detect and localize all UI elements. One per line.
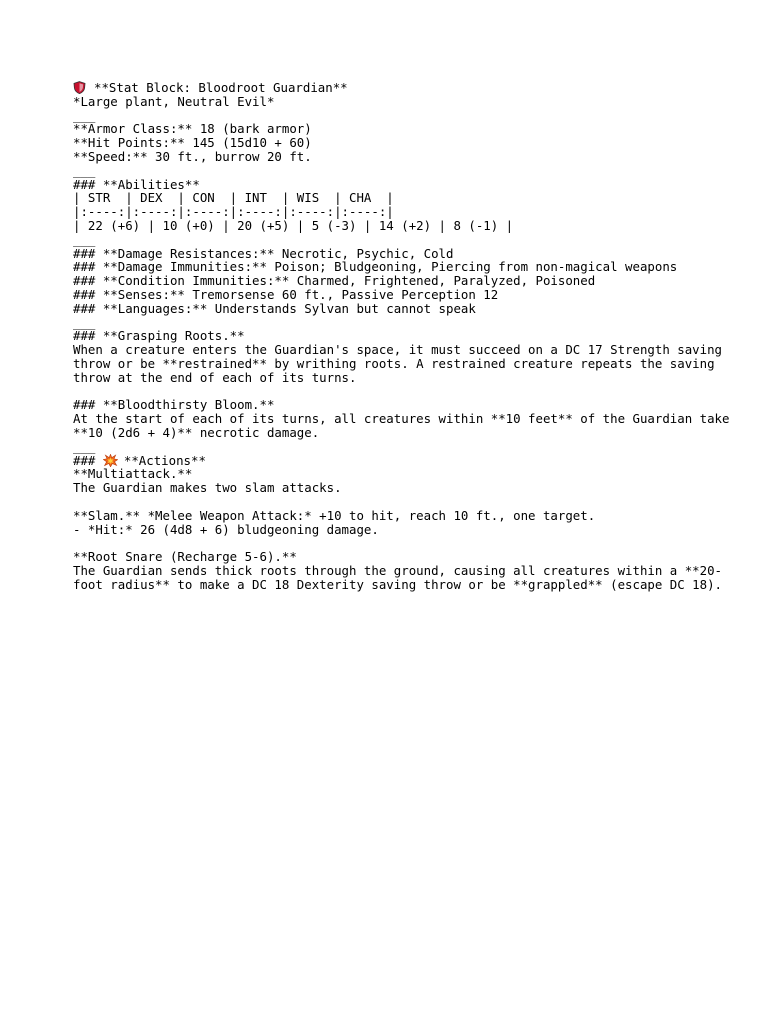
senses-line: ### **Senses:** Tremorsense 60 ft., Passive Perception 12 bbox=[73, 286, 499, 302]
horizontal-rule: ___ bbox=[73, 438, 96, 454]
hit-points-line: **Hit Points:** 145 (15d10 + 60) bbox=[73, 135, 312, 151]
actions-heading-prefix: ### bbox=[73, 452, 96, 468]
grasping-roots-heading: ### **Grasping Roots.** bbox=[73, 328, 245, 344]
root-snare-heading: **Root Snare (Recharge 5-6).** bbox=[73, 549, 297, 565]
armor-class-line: **Armor Class:** 18 (bark armor) bbox=[73, 121, 312, 137]
abilities-table-separator: |:----:|:----:|:----:|:----:|:----:|:----:| bbox=[73, 204, 394, 220]
bloodthirsty-bloom-text: At the start of each of its turns, all creatures within **10 feet** of the Guardian take **10 (2d6 + 4)** necrotic damage. bbox=[73, 411, 737, 440]
speed-line: **Speed:** 30 ft., burrow 20 ft. bbox=[73, 148, 312, 164]
slam-attack-line: **Slam.** *Melee Weapon Attack:* +10 to hit, reach 10 ft., one target. bbox=[73, 507, 596, 523]
horizontal-rule: ___ bbox=[73, 107, 96, 123]
slam-hit-line: - *Hit:* 26 (4d8 + 6) bludgeoning damage. bbox=[73, 521, 379, 537]
multiattack-heading: **Multiattack.** bbox=[73, 466, 193, 482]
blank-line bbox=[73, 536, 733, 550]
shield-icon bbox=[73, 81, 88, 94]
horizontal-rule: ___ bbox=[73, 314, 96, 330]
creature-subtitle: *Large plant, Neutral Evil* bbox=[73, 93, 275, 109]
root-snare-text: The Guardian sends thick roots through the ground, causing all creatures within a **20-foot radius** to make a DC 18 Dexterity saving throw or be **grappled** (escape DC 18). bbox=[73, 562, 723, 592]
abilities-table-values: | 22 (+6) | 10 (+0) | 20 (+5) | 5 (-3) | 14 (+2) | 8 (-1) | bbox=[73, 217, 514, 233]
bloodthirsty-bloom-heading: ### **Bloodthirsty Bloom.** bbox=[73, 397, 275, 413]
condition-immunities-line: ### **Condition Immunities:** Charmed, Frightened, Paralyzed, Poisoned bbox=[73, 273, 596, 289]
languages-line: ### **Languages:** Understands Sylvan but cannot speak bbox=[73, 300, 476, 316]
blank-line bbox=[73, 495, 733, 509]
actions-heading-label: **Actions** bbox=[123, 452, 206, 468]
horizontal-rule: ___ bbox=[73, 162, 96, 178]
abilities-table-header: | STR | DEX | CON | INT | WIS | CHA | bbox=[73, 190, 394, 206]
damage-resistances-line: ### **Damage Resistances:** Necrotic, Psychic, Cold bbox=[73, 245, 454, 261]
horizontal-rule: ___ bbox=[73, 231, 96, 247]
damage-immunities-line: ### **Damage Immunities:** Poison; Bludgeoning, Piercing from non-magical weapons bbox=[73, 259, 678, 275]
title-line bbox=[73, 81, 733, 95]
stat-block-title: **Stat Block: Bloodroot Guardian** bbox=[94, 80, 348, 95]
blank-line bbox=[73, 385, 733, 399]
stat-block-document bbox=[73, 80, 737, 592]
grasping-roots-text: When a creature enters the Guardian's space, it must succeed on a DC 17 Strength saving throw or be **restrained** by writhing roots. A restrained creature repeats the saving throw at the end of each of its turns. bbox=[73, 342, 730, 385]
collision-icon bbox=[103, 454, 118, 467]
actions-heading bbox=[73, 454, 733, 468]
abilities-heading: ### **Abilities** bbox=[73, 176, 200, 192]
multiattack-text: The Guardian makes two slam attacks. bbox=[73, 480, 342, 496]
